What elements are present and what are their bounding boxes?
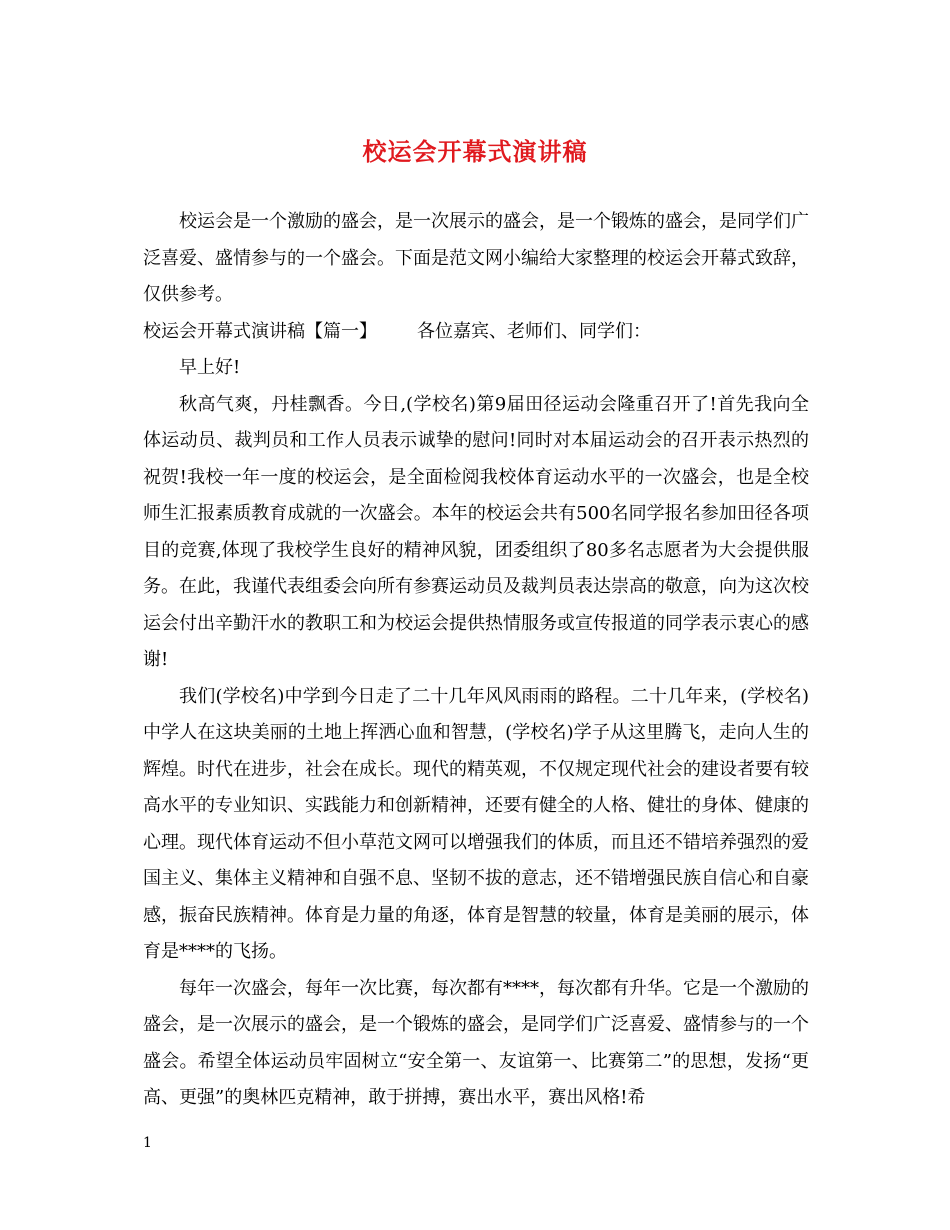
section-heading: 校运会开幕式演讲稿【篇一】 bbox=[143, 320, 377, 342]
section-heading-line bbox=[143, 314, 809, 351]
body-paragraph: 秋高气爽，丹桂飘香。今日,(学校名)第9届田径运动会隆重召开了!首先我向全体运动员、裁判员和工作人员表示诚挚的慰问!同时对本届运动会的召开表示热烈的祝贺!我校一年一度的校运会，是全面检阅我校体育运动水平的一次盛会，也是全校师生汇报素质教育成就的一次盛会。本年的校运会共有500名同学报名参加田径各项目的竞赛,体现了我校学生良好的精神风貌，团委组织了80多名志愿者为大会提供服务。在此，我谨代表组委会向所有参赛运动员及裁判员表达崇高的敬意，向为这次校运会付出辛勤汗水的教职工和为校运会提供热情服务或宣传报道的同学表示衷心的感谢! bbox=[143, 393, 809, 670]
salutation: 各位嘉宾、老师们、同学们： bbox=[417, 320, 651, 342]
intro-paragraph: 校运会是一个激励的盛会，是一次展示的盛会，是一个锻炼的盛会，是同学们广泛喜爱、盛情参与的一个盛会。下面是范文网小编给大家整理的校运会开幕式致辞，仅供参考。 bbox=[143, 211, 809, 305]
body-paragraph: 每年一次盛会，每年一次比赛，每次都有****，每次都有升华。它是一个激励的盛会，是一次展示的盛会，是一个锻炼的盛会，是同学们广泛喜爱、盛情参与的一个盛会。希望全体运动员牢固树立“安全第一、友谊第一、比赛第二”的思想，发扬“更高、更强”的奥林匹克精神，敢于拼搏，赛出水平，赛出风格!希 bbox=[143, 977, 809, 1108]
document-title: 校运会开幕式演讲稿 bbox=[362, 137, 588, 166]
document-body bbox=[143, 204, 809, 1117]
greeting: 早上好! bbox=[179, 357, 241, 378]
page-number: 1 bbox=[143, 1135, 152, 1151]
body-paragraph: 我们(学校名)中学到今日走了二十几年风风雨雨的路程。二十几年来，(学校名)中学人在这块美丽的土地上挥洒心血和智慧，(学校名)学子从这里腾飞，走向人生的辉煌。时代在进步，社会在成长。现代的精英观，不仅规定现代社会的建设者要有较高水平的专业知识、实践能力和创新精神，还要有健全的人格、健壮的身体、健康的心理。现代体育运动不但小草范文网可以增强我们的体质，而且还不错培养强烈的爱国主义、集体主义精神和自强不息、坚韧不拔的意志，还不错增强民族自信心和自豪感，振奋民族精神。体育是力量的角逐，体育是智慧的较量，体育是美丽的展示，体育是****的飞扬。 bbox=[143, 685, 809, 962]
